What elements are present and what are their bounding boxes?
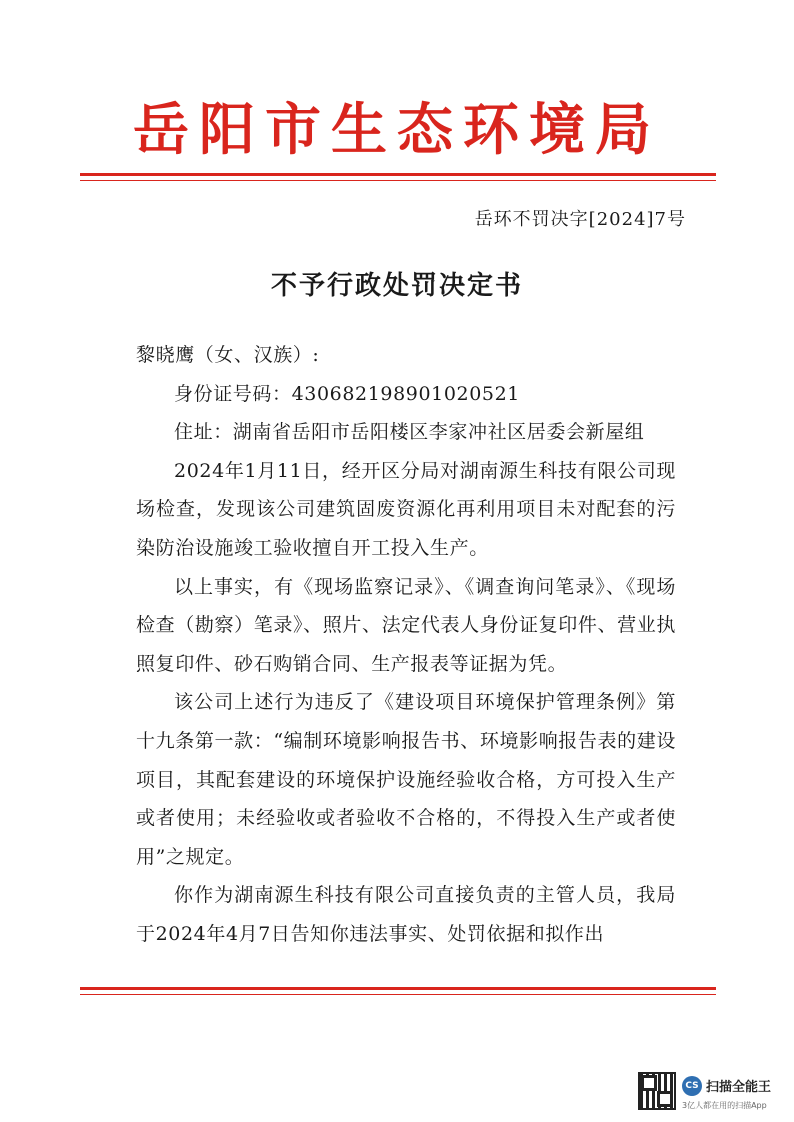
document-number: 岳环不罚决字[2024]7号 xyxy=(474,209,686,230)
footer-rule-thick xyxy=(80,987,716,990)
scanner-tagline: 3亿人都在用的扫描App xyxy=(682,1101,767,1110)
id-number-line: 身份证号码：430682198901020521 xyxy=(174,382,520,405)
header-rule-thick xyxy=(80,173,716,176)
camscanner-logo-icon: CS xyxy=(682,1076,702,1096)
paragraph-notice: 你作为湖南源生科技有限公司直接负责的主管人员，我局于2024年4月7日告知你违法事实、处罚依据和拟作出 xyxy=(136,884,676,945)
scanner-watermark xyxy=(638,1070,788,1114)
qr-code-icon xyxy=(638,1072,676,1110)
party-name: 黎晓鹰（女、汉族）: xyxy=(136,344,320,366)
paragraph-evidence: 以上事实，有《现场监察记录》、《调查询问笔录》、《现场检查（勘察）笔录》、照片、法定代表人身份证复印件、营业执照复印件、砂石购销合同、生产报表等证据为凭。 xyxy=(136,575,676,675)
document-title: 不予行政处罚决定书 xyxy=(270,271,523,301)
address-line: 住址：湖南省岳阳市岳阳楼区李家冲社区居委会新屋组 xyxy=(174,421,645,444)
paragraph-inspection: 2024年1月11日，经开区分局对湖南源生科技有限公司现场检查，发现该公司建筑固废资源化再利用项目未对配套的污染防治设施竣工验收擅自开工投入生产。 xyxy=(136,459,676,559)
org-title: 岳阳市生态环境局 xyxy=(133,97,661,163)
scanner-app-name: 扫描全能王 xyxy=(706,1080,772,1095)
footer-rule-thin xyxy=(80,994,716,995)
paragraph-violation: 该公司上述行为违反了《建设项目环境保护管理条例》第十九条第一款：“编制环境影响报告书、环境影响报告表的建设项目，其配套建设的环境保护设施经验收合格，方可投入生产或者使用；未经验收或者验收不合格的，不得投入生产或者使用”之规定。 xyxy=(136,691,676,868)
document-body xyxy=(136,336,676,954)
header-rule-thin xyxy=(80,180,716,181)
